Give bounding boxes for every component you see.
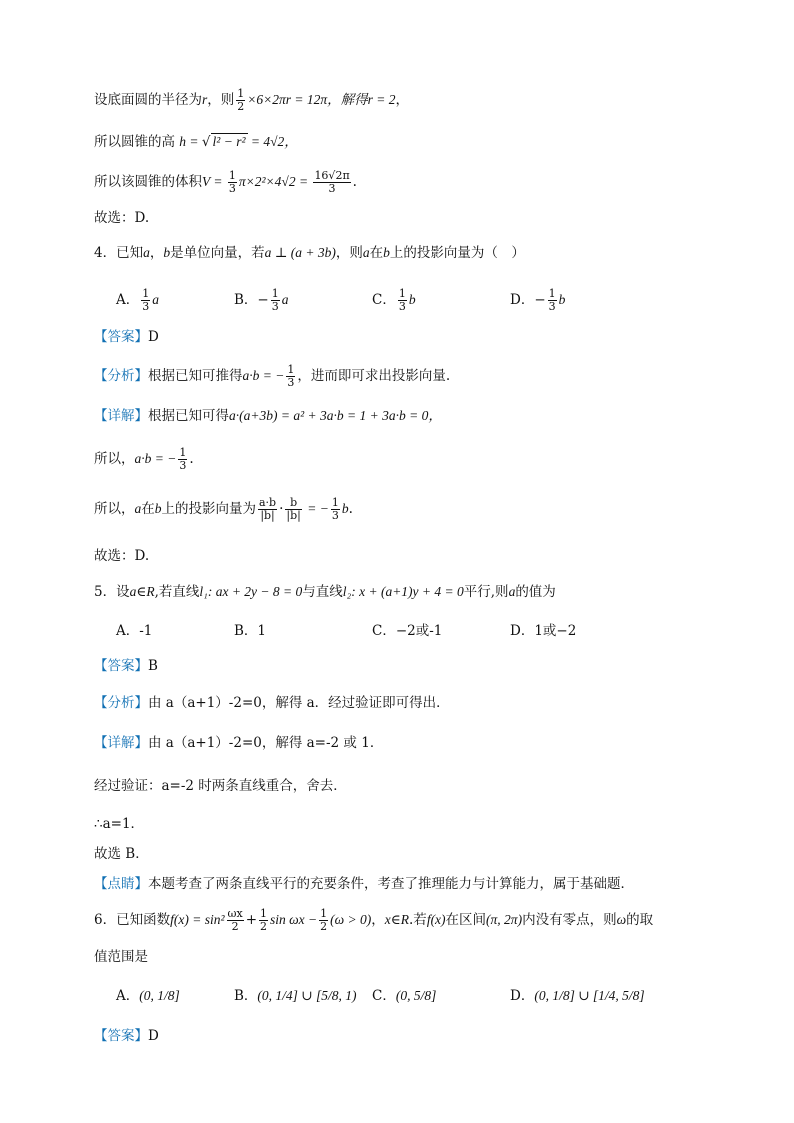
comment-5: 【点睛】本题考查了两条直线平行的充要条件，考查了推理能力与计算能力，属于基础题．	[94, 876, 634, 892]
option-4b[interactable]: B．− $\frac{1}{3}$ a	[234, 287, 289, 313]
option-4a[interactable]: A． $\frac{1}{3}$ a	[116, 287, 159, 313]
detail-5: 【详解】由 a（a+1）-2=0，解得 a=-2 或 1．	[94, 735, 384, 751]
text: 在	[369, 245, 384, 261]
option-6a[interactable]: A．(0, 1/8]	[116, 988, 180, 1004]
option-4d[interactable]: D．− $\frac{1}{3}$ b	[510, 287, 566, 313]
verify-5: 经过验证：a=-2 时两条直线重合，舍去．	[94, 778, 347, 794]
fraction-result: $\frac{16√2\pi}{3}$	[314, 169, 350, 195]
text: 4．已知	[94, 245, 144, 261]
detail-4-line3: 所以，a在b上的投影向量为 $\frac{a\cdot b}{|b|}$ · $\frac{b}{|b|}$ = − $\frac{1}{3}$ b.	[94, 496, 353, 522]
text: .	[352, 174, 357, 190]
option-5a[interactable]: A．-1	[116, 623, 153, 639]
answer-6: 【答案】D	[94, 1028, 159, 1044]
text: ，则	[335, 245, 363, 261]
question-5: 5．设a∈R,若直线l₁: ax + 2y − 8 = 0与直线l₂: x + (a+1)y + 4 = 0平行,则a的值为	[94, 584, 556, 600]
choice-5: 故选 B．	[94, 846, 149, 862]
option-5c[interactable]: C．−2或-1	[372, 623, 443, 639]
question-4: 4．已知a，b是单位向量，若a ⊥ (a + 3b)，则a在b上的投影向量为（ ）	[94, 245, 525, 261]
question-6-cont: 值范围是	[94, 949, 148, 965]
option-5b[interactable]: B．1	[234, 623, 267, 639]
text: ，	[395, 92, 410, 108]
solution-line-radius: 设底面圆的半径为r，则 $\frac{1}{2}$ ×6×2πr = 12π，解得r = 2，	[94, 87, 410, 113]
math-expr: a ⊥ (a + 3b)	[264, 245, 336, 260]
therefore-5: ∴a=1．	[94, 816, 145, 832]
option-4c[interactable]: C． $\frac{1}{3}$ b	[372, 287, 416, 313]
option-5d[interactable]: D．1或−2	[510, 623, 577, 639]
solution-line-height: 所以圆锥的高 h = √ l² − r² = 4√2，	[94, 134, 298, 150]
text: 所以该圆锥的体积	[94, 174, 202, 190]
text: 设底面圆的半径为	[94, 92, 202, 108]
math-expr: h =	[179, 134, 202, 149]
option-6b[interactable]: B．(0, 1/4] ∪ [5/8, 1)	[234, 988, 357, 1004]
answer-5: 【答案】B	[94, 658, 158, 674]
math-expr: π×2²×4√2 =	[238, 174, 312, 189]
text: ，	[149, 245, 164, 261]
fraction-third: $\frac{1}{3}$	[228, 169, 236, 195]
detail-4-line2: 所以，a·b = − $\frac{1}{3}$ .	[94, 446, 194, 472]
solution-line-volume	[94, 170, 734, 195]
text: 上的投影向量为（ ）	[389, 245, 525, 261]
option-6c[interactable]: C．(0, 5/8]	[372, 988, 437, 1004]
analysis-4: 【分析】根据已知可推得a·b = − $\frac{1}{3}$ ，进而即可求出投影向量.	[94, 363, 451, 389]
choice-line: 故选：D.	[94, 210, 150, 226]
text: ，则	[207, 92, 235, 108]
question-6: 6．已知函数f(x) = sin² $\frac{\omega x}{2}$ + $\frac{1}{2}$ sin ωx − $\frac{1}{2}$ (ω > 0)，x∈R.若f(x)在区间(π, 2π)内没有零点，则ω的取	[94, 907, 654, 933]
math-expr: r = 2	[367, 92, 396, 107]
math-expr: l² − r²	[212, 134, 246, 149]
fraction-half: $\frac{1}{2}$	[237, 87, 245, 113]
analysis-5: 【分析】由 a（a+1）-2=0，解得 a．经过验证即可得出．	[94, 695, 450, 711]
answer-4: 【答案】D	[94, 329, 159, 345]
text: 所以圆锥的高	[94, 134, 175, 150]
choice-4: 故选：D.	[94, 548, 150, 564]
detail-4: 【详解】根据已知可得a·(a+3b) = a² + 3a·b = 1 + 3a·b = 0，	[94, 408, 442, 424]
math-expr: ×6×2πr = 12π，解得	[247, 92, 368, 107]
text: 是单位向量，若	[170, 245, 265, 261]
math-expr: = 4√2，	[247, 134, 298, 149]
option-6d[interactable]: D．(0, 1/8] ∪ [1/4, 5/8]	[510, 988, 645, 1004]
math-expr: V =	[202, 174, 226, 189]
